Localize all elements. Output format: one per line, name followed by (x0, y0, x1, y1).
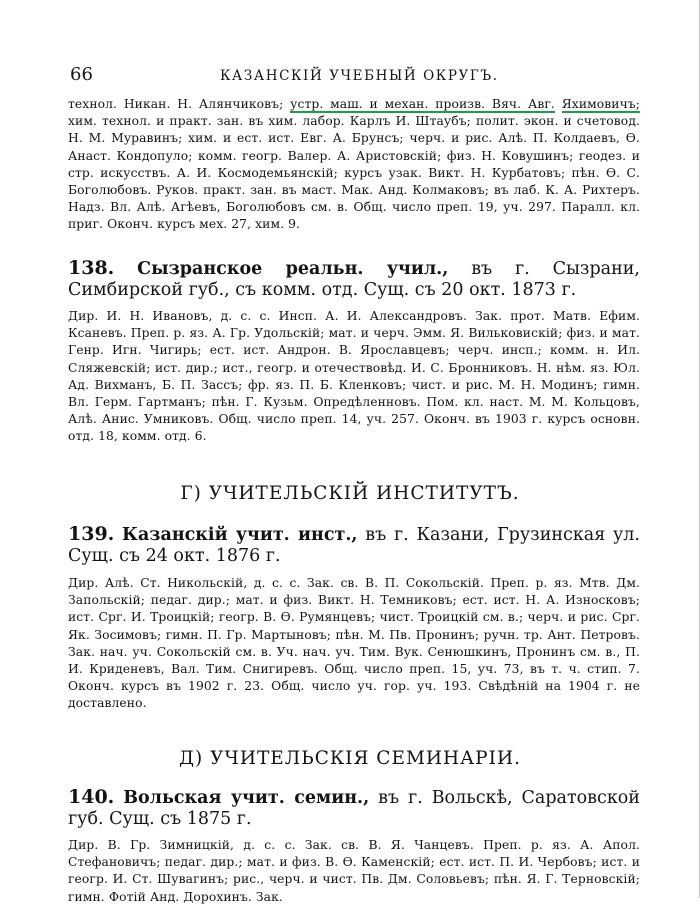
institution-number: 140. (68, 786, 115, 808)
institution-name: Сызранское реальн. учил., (137, 259, 449, 279)
institution-name: Вольская учит. семин., (123, 788, 370, 808)
text-run: хим. технол. и практ. зан. въ хим. лабор. Карлъ И. Штаубъ; (68, 114, 471, 129)
continuation-paragraph (68, 96, 640, 234)
highlighted-text: устр. маш. и механ. произв. Вяч. Авг. (290, 97, 555, 111)
institution-details: въ г. Казани, Грузинская ул. Сущ. съ 24 окт. 1876 г. (68, 525, 640, 566)
running-head: КАЗАНСКІЙ УЧЕБНЫЙ ОКРУГЪ. (220, 68, 499, 84)
section-heading-seminaries: Д) УЧИТЕЛЬСКІЯ СЕМИНАРІИ. (179, 748, 521, 769)
institution-139-body: Дир. Алѣ. Ст. Никольскій, д. с. с. Зак. св. В. П. Сокольскій. Преп. р. яз. Мтв. Дм. Запольскій; педаг. дир.; мат. и физ. Викт. Н. Темниковъ; ест. ист. Н. А. Износковъ; ист. Срг. И. Троицкій; геогр. В. Ѳ. Румянцевъ; чист. Троицкій см. в.; черч. и рис. Срг. Як. Зосимовъ; гимн. П. Гр. Мартыновъ; пѣн. М. Пв. Пронинъ; ручн. тр. Ант. Петровъ. Зак. нач. уч. Сокольскій см. в. Уч. нач. уч. Тим. Вук. Сенюшкинъ, Пронинъ см. в., П. И. Криденевъ, Вал. Тим. Снигиревъ. Общ. число преп. 15, уч. 73, въ т. ч. стип. 7. Оконч. курсъ въ 1902 г. 23. Общ. число уч. гор. уч. 193. Свѣдѣній на 1904 г. не доставлено. (68, 576, 640, 711)
institution-name: Казанскій учит. инст., (122, 525, 358, 545)
institution-details: въ г. Сызрани, Симбирской губ., съ комм. отд. Сущ. съ 20 окт. 1873 г. (68, 259, 640, 300)
text-run: технол. Никан. Н. Алянчиковъ; (68, 97, 291, 111)
institution-140-title (68, 787, 640, 829)
institution-number: 138. (68, 257, 115, 279)
text-run: полит. экон. и счетовод. Н. М. Муравинъ; хим. и ест. ист. Евг. А. Брунсъ; черч. и рис. Алѣ. П. Колдаевъ, Ѳ. Анаст. Кондопуло; комм. геогр. Валер. А. Аристовскій; физ. Н. Ковушинъ; геодез. и стр. искусствъ. А. И. Космодемьянскій; курсъ узак. Викт. Н. Курбатовъ; пѣн. Ѳ. С. Боголюбовъ. Руков. практ. зан. въ маст. Мак. Анд. Колмаковъ; въ лаб. К. А. Рихтеръ. Надз. Вл. Алѣ. Агѣевъ, Боголюбовъ см. в. Общ. число преп. 19, уч. 297. Паралл. кл. приг. Оконч. курсъ мех. 27, хим. 9. (68, 114, 640, 232)
institution-139-title (68, 524, 640, 566)
page-number: 66 (70, 64, 93, 85)
highlighted-text: Яхимовичъ; (561, 97, 640, 111)
institution-details: въ г. Вольскѣ, Саратовской губ. Сущ. съ 1875 г. (68, 788, 640, 829)
institution-138-title (68, 258, 640, 300)
section-heading-institute: Г) УЧИТЕЛЬСКІЙ ИНСТИТУТЪ. (180, 483, 520, 504)
institution-number: 139. (68, 523, 115, 545)
institution-140-body: Дир. В. Гр. Зимницкій, д. с. с. Зак. св. В. Я. Чанцевъ. Преп. р. яз. А. Апол. Стефановичъ; педаг. дир.; мат. и физ. В. Ѳ. Каменскій; ест. ист. П. И. Чербовъ; ист. и геогр. И. Ст. Шувагинъ; рис., черч. и чист. Пв. Дм. Соловьевъ; пѣн. Я. Г. Терновскій; гимн. Фотій Анд. Дорохинъ. Зак. (68, 838, 640, 904)
institution-138-body: Дир. И. Н. Ивановъ, д. с. с. Инсп. А. И. Александровъ. Зак. прот. Матв. Ефим. Ксаневъ. Преп. р. яз. А. Гр. Удольскій; мат. и черч. Эмм. Я. Вильковискій; физ. и мат. Генр. Игн. Чигирь; ест. ист. Андрон. В. Ярославцевъ; черч. инсп.; комм. н. Ил. Сляжевскій; ист. дир.; ист., геогр. и отечествовѣд. И. С. Бронниковъ. Н. нѣм. яз. Юл. Ад. Вихманъ, Б. П. Зассъ; фр. яз. П. Б. Кленковъ; чист. и рис. М. Н. Модинъ; гимн. Вл. Герм. Гартманъ; пѣн. Г. Кузьм. Опредѣленновъ. Пом. кл. наст. М. М. Кольцовъ, Алѣ. Анис. Умниковъ. Общ. число преп. 14, уч. 257. Оконч. въ 1903 г. курсъ основн. отд. 18, комм. отд. 6. (68, 309, 640, 444)
page-header (70, 64, 640, 88)
